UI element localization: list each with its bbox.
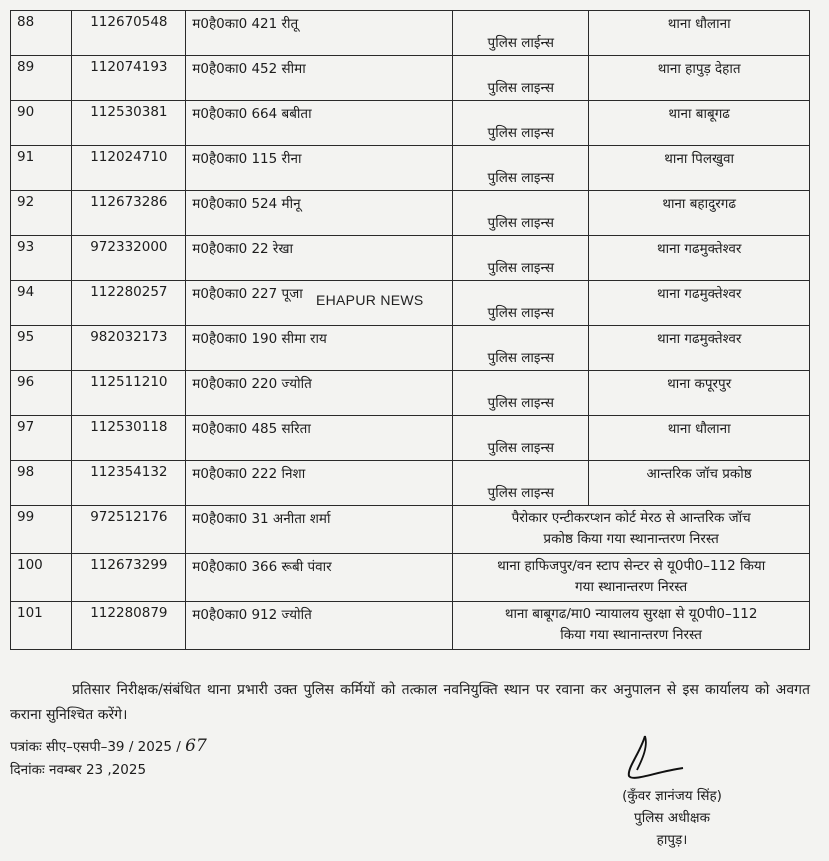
remark-line-2: गया स्थानान्तरण निरस्त xyxy=(575,579,688,595)
new-posting: थाना गढमुक्तेश्वर xyxy=(589,236,810,281)
table-row xyxy=(11,602,810,650)
serial-number: 91 xyxy=(11,146,72,191)
employee-name: म0है0का0 115 रीना xyxy=(186,146,453,191)
pno-number: 112354132 xyxy=(72,461,186,506)
current-posting: पुलिस लाइन्स xyxy=(453,56,589,101)
pno-number: 112074193 xyxy=(72,56,186,101)
current-posting: पुलिस लाइन्स xyxy=(453,461,589,506)
serial-number: 92 xyxy=(11,191,72,236)
pno-number: 112670548 xyxy=(72,11,186,56)
table-row xyxy=(11,554,810,602)
transfer-table xyxy=(10,10,810,650)
employee-name: म0है0का0 912 ज्योति xyxy=(186,602,453,650)
table-row xyxy=(11,461,810,506)
current-posting: पुलिस लाइन्स xyxy=(453,236,589,281)
new-posting: थाना बहादुरगढ xyxy=(589,191,810,236)
pno-number: 112280879 xyxy=(72,602,186,650)
table-row xyxy=(11,371,810,416)
serial-number: 99 xyxy=(11,506,72,554)
serial-number: 100 xyxy=(11,554,72,602)
pno-number: 112280257 xyxy=(72,281,186,326)
employee-name: म0है0का0 421 रीतू xyxy=(186,11,453,56)
new-posting: थाना गढमुक्तेश्वर xyxy=(589,281,810,326)
reference-label: पत्रांकः सीए–एसपी–39 / 2025 / xyxy=(10,739,181,755)
new-posting: थाना बाबूगढ xyxy=(589,101,810,146)
employee-name: म0है0का0 524 मीनू xyxy=(186,191,453,236)
watermark: EHAPUR NEWS xyxy=(316,292,424,308)
handwritten-signature xyxy=(615,728,695,788)
employee-name: म0है0का0 485 सरिता xyxy=(186,416,453,461)
current-posting: पुलिस लाइन्स xyxy=(453,191,589,236)
serial-number: 89 xyxy=(11,56,72,101)
serial-number: 88 xyxy=(11,11,72,56)
signatory-place: हापुड़। xyxy=(656,832,688,848)
pno-number: 112673299 xyxy=(72,554,186,602)
instruction-paragraph: प्रतिसार निरीक्षक/संबंधित थाना प्रभारी उक्त पुलिस कर्मियों को तत्काल नवनियुक्ति स्थान पर रवाना कर अनुपालन से इस कार्यालय को अवगत कराना सुनिश्चित करेंगे। xyxy=(10,682,810,723)
serial-number: 97 xyxy=(11,416,72,461)
current-posting: पुलिस लाइन्स xyxy=(453,326,589,371)
pno-number: 112530381 xyxy=(72,101,186,146)
new-posting: थाना पिलखुवा xyxy=(589,146,810,191)
reference-number xyxy=(10,736,207,756)
new-posting: थाना धौलाना xyxy=(589,11,810,56)
transfer-remark xyxy=(453,554,810,602)
transfer-remark xyxy=(453,506,810,554)
pno-number: 112673286 xyxy=(72,191,186,236)
table-row xyxy=(11,236,810,281)
serial-number: 90 xyxy=(11,101,72,146)
employee-name: म0है0का0 227 पूजा xyxy=(186,281,453,326)
employee-name: म0है0का0 222 निशा xyxy=(186,461,453,506)
current-posting: पुलिस लाइन्स xyxy=(453,101,589,146)
current-posting: पुलिस लाइन्स xyxy=(453,146,589,191)
serial-number: 96 xyxy=(11,371,72,416)
new-posting: थाना कपूरपुर xyxy=(589,371,810,416)
pno-number: 112530118 xyxy=(72,416,186,461)
table-row xyxy=(11,506,810,554)
serial-number: 98 xyxy=(11,461,72,506)
pno-number: 112024710 xyxy=(72,146,186,191)
table-row xyxy=(11,101,810,146)
remark-line-1: थाना हाफिजपुर/वन स्टाप सेन्टर से यू0पी0–112 किया xyxy=(497,558,766,574)
table-row xyxy=(11,146,810,191)
employee-name: म0है0का0 366 रूबी पंवार xyxy=(186,554,453,602)
signatory-name: (कुँवर ज्ञानंजय सिंह) xyxy=(622,788,722,804)
remark-line-2: प्रकोष्ठ किया गया स्थानान्तरण निरस्त xyxy=(543,531,719,547)
reference-handwritten: 67 xyxy=(185,736,207,756)
table-row xyxy=(11,11,810,56)
new-posting: थाना धौलाना xyxy=(589,416,810,461)
serial-number: 95 xyxy=(11,326,72,371)
remark-line-1: थाना बाबूगढ/मा0 न्यायालय सुरक्षा से यू0पी0–112 xyxy=(504,606,758,622)
new-posting: थाना हापुड़ देहात xyxy=(589,56,810,101)
current-posting: पुलिस लाइन्स xyxy=(453,281,589,326)
serial-number: 94 xyxy=(11,281,72,326)
employee-name: म0है0का0 220 ज्योति xyxy=(186,371,453,416)
pno-number: 972332000 xyxy=(72,236,186,281)
table-row xyxy=(11,416,810,461)
table-row xyxy=(11,191,810,236)
signatory-designation: पुलिस अधीक्षक xyxy=(634,810,710,826)
employee-name: म0है0का0 31 अनीता शर्मा xyxy=(186,506,453,554)
current-posting: पुलिस लाइन्स xyxy=(453,371,589,416)
employee-name: म0है0का0 664 बबीता xyxy=(186,101,453,146)
transfer-remark xyxy=(453,602,810,650)
employee-name: म0है0का0 452 सीमा xyxy=(186,56,453,101)
current-posting: पुलिस लाइन्स xyxy=(453,416,589,461)
current-posting: पुलिस लाईन्स xyxy=(453,11,589,56)
date-line: दिनांकः नवम्बर 23 ,2025 xyxy=(10,762,147,778)
table-row xyxy=(11,326,810,371)
employee-name: म0है0का0 190 सीमा राय xyxy=(186,326,453,371)
remark-line-1: पैरोकार एन्टीकरप्शन कोर्ट मेरठ से आन्तरिक जॉच xyxy=(511,510,751,526)
serial-number: 93 xyxy=(11,236,72,281)
new-posting: थाना गढमुक्तेश्वर xyxy=(589,326,810,371)
serial-number: 101 xyxy=(11,602,72,650)
employee-name: म0है0का0 22 रेखा xyxy=(186,236,453,281)
new-posting: आन्तरिक जॉच प्रकोष्ठ xyxy=(589,461,810,506)
table-row xyxy=(11,56,810,101)
remark-line-2: किया गया स्थानान्तरण निरस्त xyxy=(560,627,702,643)
pno-number: 982032173 xyxy=(72,326,186,371)
pno-number: 112511210 xyxy=(72,371,186,416)
pno-number: 972512176 xyxy=(72,506,186,554)
